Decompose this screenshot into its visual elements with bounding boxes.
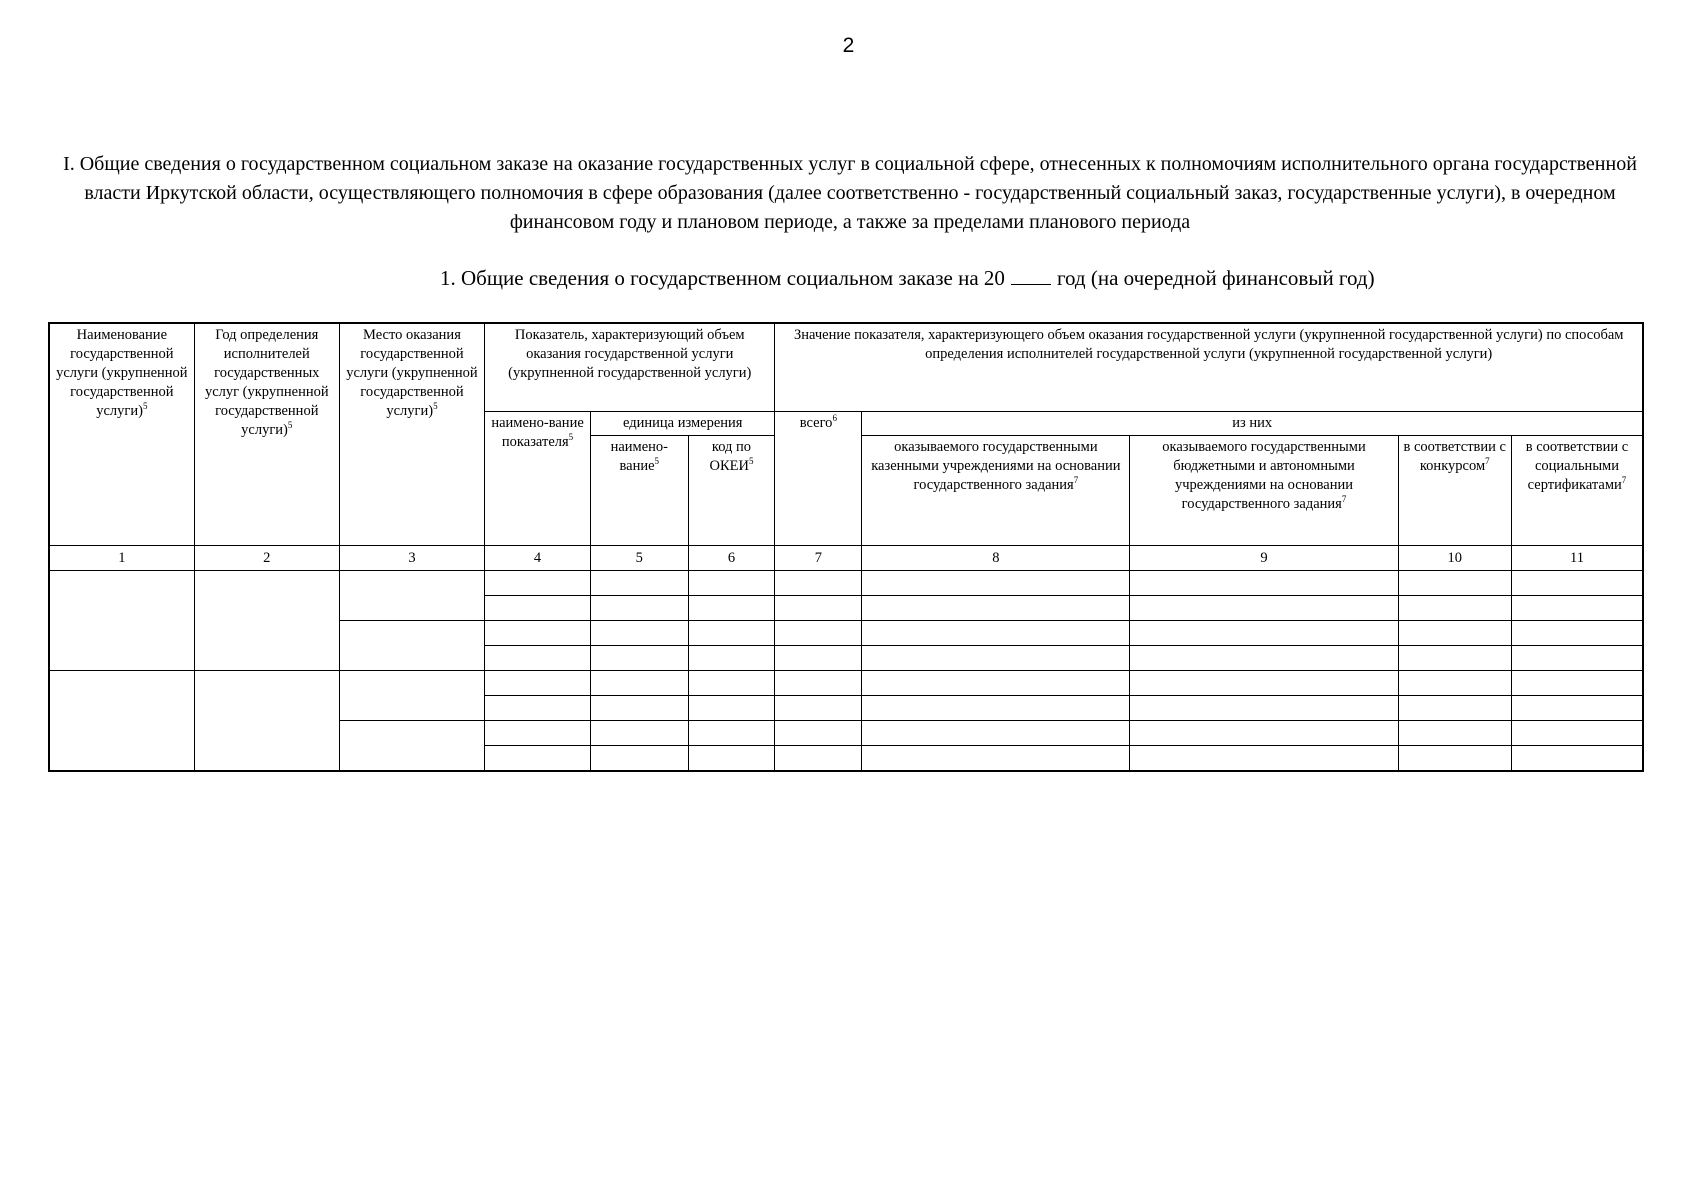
table-cell[interactable] xyxy=(862,720,1130,745)
table-cell[interactable] xyxy=(1398,595,1511,620)
table-cell[interactable] xyxy=(1398,645,1511,670)
service-place-cell[interactable] xyxy=(339,670,484,720)
table-cell[interactable] xyxy=(1511,620,1643,645)
header-competition: в соответствии с конкурсом$^7$ xyxy=(1398,435,1511,545)
header-indicator-group: Показатель, характеризующий объем оказания государственной услуги (укрупненной государственной услуги) xyxy=(485,323,775,411)
table-cell[interactable] xyxy=(775,645,862,670)
table-cell[interactable] xyxy=(688,745,775,771)
header-okei-code: код по ОКЕИ$^5$ xyxy=(688,435,775,545)
column-number: 3 xyxy=(339,545,484,570)
table-cell[interactable] xyxy=(1511,570,1643,595)
table-cell[interactable] xyxy=(1511,720,1643,745)
table-cell[interactable] xyxy=(862,595,1130,620)
service-place-cell[interactable] xyxy=(339,570,484,620)
header-of-them: из них xyxy=(862,411,1643,435)
table-cell[interactable] xyxy=(775,570,862,595)
table-cell[interactable] xyxy=(591,745,689,771)
table-cell[interactable] xyxy=(1130,695,1398,720)
column-number: 6 xyxy=(688,545,775,570)
table-cell[interactable] xyxy=(485,695,591,720)
column-number: 4 xyxy=(485,545,591,570)
header-indicator-name: наимено-вание показателя$^5$ xyxy=(485,411,591,545)
table-cell[interactable] xyxy=(1511,670,1643,695)
header-total: всего$^6$ xyxy=(775,411,862,545)
table-cell[interactable] xyxy=(775,620,862,645)
table-cell[interactable] xyxy=(862,645,1130,670)
table-cell[interactable] xyxy=(591,645,689,670)
table-cell[interactable] xyxy=(775,595,862,620)
table-cell[interactable] xyxy=(591,620,689,645)
table-cell[interactable] xyxy=(591,595,689,620)
header-unit-name: наимено-вание$^5$ xyxy=(591,435,689,545)
table-cell[interactable] xyxy=(485,645,591,670)
service-place-cell[interactable] xyxy=(339,720,484,771)
table-cell[interactable] xyxy=(1130,595,1398,620)
table-cell[interactable] xyxy=(688,620,775,645)
table-cell[interactable] xyxy=(1130,570,1398,595)
table-cell[interactable] xyxy=(1398,620,1511,645)
column-number: 7 xyxy=(775,545,862,570)
service-place-cell[interactable] xyxy=(339,620,484,670)
table-cell[interactable] xyxy=(775,670,862,695)
table-cell[interactable] xyxy=(1511,695,1643,720)
service-name-cell[interactable] xyxy=(49,570,194,670)
column-number: 1 xyxy=(49,545,194,570)
section-title: I. Общие сведения о государственном социальном заказе на оказание государственных услуг в социальной сфере, отнесенных к полномочиям исполнительного органа государственной власти Иркутской области, осуществляющего полномочия в сфере образования (далее соответственно - государственный социальный заказ, государственные услуги), в очередном финансовом году и плановом периоде, а также за пределами планового периода xyxy=(63,153,1637,233)
table-cell[interactable] xyxy=(688,595,775,620)
table-cell[interactable] xyxy=(775,720,862,745)
table-cell[interactable] xyxy=(862,745,1130,771)
table-cell[interactable] xyxy=(688,570,775,595)
header-budget-autonomous: оказываемого государственными бюджетными и автономными учреждениями на основании государственного задания$^7$ xyxy=(1130,435,1398,545)
column-number: 9 xyxy=(1130,545,1398,570)
table-cell[interactable] xyxy=(591,720,689,745)
table-cell[interactable] xyxy=(591,670,689,695)
table-cell[interactable] xyxy=(1398,720,1511,745)
header-value-group: Значение показателя, характеризующего объем оказания государственной услуги (укрупненной государственной услуги) по способам определения исполнителей государственной услуги (укрупненной государственной услуги) xyxy=(775,323,1643,411)
subtitle-suffix: год (на очередной финансовый год) xyxy=(1056,266,1375,290)
table-cell[interactable] xyxy=(775,745,862,771)
header-service-place: Место оказания государственной услуги (укрупненной государственной услуги)$^5$ xyxy=(339,323,484,545)
subtitle xyxy=(440,266,1375,291)
table-cell[interactable] xyxy=(688,695,775,720)
table-cell[interactable] xyxy=(1511,745,1643,771)
table-cell[interactable] xyxy=(1511,645,1643,670)
table-cell[interactable] xyxy=(862,695,1130,720)
table-cell[interactable] xyxy=(1398,745,1511,771)
table-cell[interactable] xyxy=(862,670,1130,695)
header-service-name: Наименование государственной услуги (укрупненной государственной услуги)$^5$ xyxy=(49,323,194,545)
table-cell[interactable] xyxy=(1130,670,1398,695)
table-cell[interactable] xyxy=(485,670,591,695)
year-blank-field[interactable] xyxy=(1011,266,1051,285)
column-number-row xyxy=(49,545,1643,570)
table-cell[interactable] xyxy=(1511,595,1643,620)
contractor-year-cell[interactable] xyxy=(194,570,339,670)
table-cell[interactable] xyxy=(1130,620,1398,645)
table-row xyxy=(49,670,1643,695)
column-number: 8 xyxy=(862,545,1130,570)
table-cell[interactable] xyxy=(591,695,689,720)
table-cell[interactable] xyxy=(1130,720,1398,745)
table-cell[interactable] xyxy=(1130,745,1398,771)
table-cell[interactable] xyxy=(688,720,775,745)
contractor-year-cell[interactable] xyxy=(194,670,339,771)
subtitle-prefix: 1. Общие сведения о государственном социальном заказе на 20 xyxy=(440,266,1005,290)
header-unit-group: единица измерения xyxy=(591,411,775,435)
page-number: 2 xyxy=(842,34,855,57)
table-cell[interactable] xyxy=(862,570,1130,595)
column-number: 11 xyxy=(1511,545,1643,570)
table-cell[interactable] xyxy=(485,720,591,745)
column-number: 2 xyxy=(194,545,339,570)
header-social-certificates: в соответствии с социальными сертификатами$^7$ xyxy=(1511,435,1643,545)
service-name-cell[interactable] xyxy=(49,670,194,771)
social-order-table xyxy=(48,322,1644,772)
header-contractor-year: Год определения исполнителей государственных услуг (укрупненной государственной услуги)$^5$ xyxy=(194,323,339,545)
table-cell[interactable] xyxy=(485,745,591,771)
column-number: 10 xyxy=(1398,545,1511,570)
table-cell[interactable] xyxy=(485,570,591,595)
table-row xyxy=(49,570,1643,595)
table-cell[interactable] xyxy=(485,595,591,620)
table-cell[interactable] xyxy=(1398,670,1511,695)
table-cell[interactable] xyxy=(591,570,689,595)
table-cell[interactable] xyxy=(1130,645,1398,670)
table-cell[interactable] xyxy=(1398,570,1511,595)
table-cell[interactable] xyxy=(775,695,862,720)
column-number: 5 xyxy=(591,545,689,570)
table-cell[interactable] xyxy=(485,620,591,645)
table-cell[interactable] xyxy=(688,670,775,695)
table-cell[interactable] xyxy=(862,620,1130,645)
table-cell[interactable] xyxy=(1398,695,1511,720)
table-cell[interactable] xyxy=(688,645,775,670)
header-state-institutions: оказываемого государственными казенными учреждениями на основании государственного задания$^7$ xyxy=(862,435,1130,545)
